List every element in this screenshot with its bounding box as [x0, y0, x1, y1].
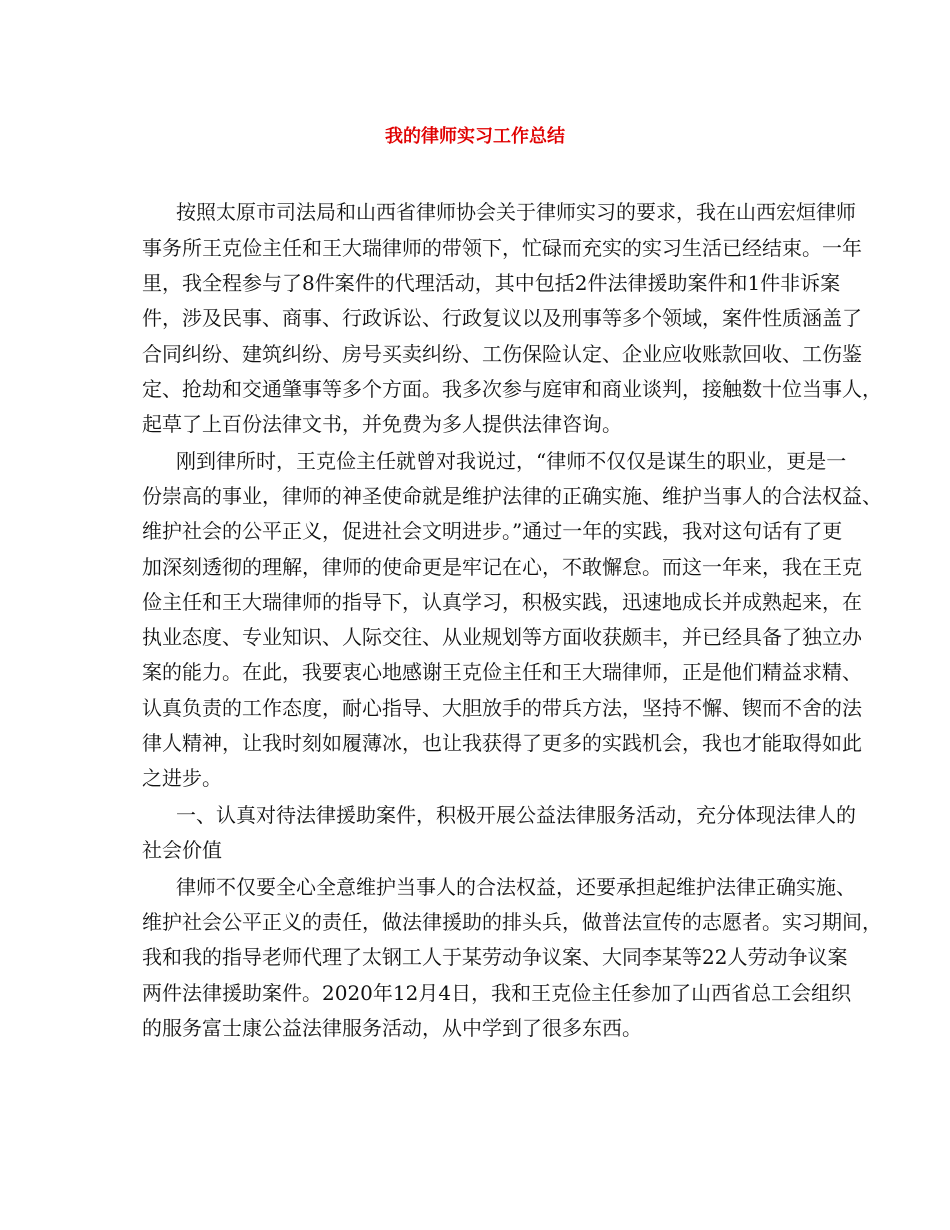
paragraph-line: 里，我全程参与了8件案件的代理活动，其中包括2件法律援助案件和1件非诉案 [142, 271, 841, 295]
paragraph-line: 执业态度、专业知识、人际交往、从业规划等方面收获颇丰，并已经具备了独立办 [142, 625, 862, 649]
document-title: 我的律师实习工作总结 [385, 126, 565, 147]
paragraph-line: 定、抢劫和交通肇事等多个方面。我多次参与庭审和商业谈判，接触数十位当事人， [142, 377, 882, 401]
paragraph-line: 合同纠纷、建筑纠纷、房号买卖纠纷、工伤保险认定、企业应收账款回收、工伤鉴 [142, 342, 862, 366]
paragraph-line: 按照太原市司法局和山西省律师协会关于律师实习的要求，我在山西宏烜律师 [176, 200, 856, 224]
paragraph-line: 加深刻透彻的理解，律师的使命更是牢记在心，不敢懈怠。而这一年来，我在王克 [142, 555, 862, 579]
section-heading-line: 一、认真对待法律援助案件，积极开展公益法律服务活动，充分体现法律人的 [176, 803, 856, 827]
paragraph-line: 案的能力。在此，我要衷心地感谢王克俭主任和王大瑞律师，正是他们精益求精、 [142, 660, 862, 684]
paragraph-line: 维护社会的公平正义，促进社会文明进步。”通过一年的实践，我对这句话有了更 [142, 519, 843, 543]
paragraph-line: 律师不仅要全心全意维护当事人的合法权益，还要承担起维护法律正确实施、 [176, 875, 856, 899]
paragraph-line: 我和我的指导老师代理了太钢工人于某劳动争议案、大同李某等22人劳动争议案 [142, 945, 848, 969]
paragraph-line: 律人精神，让我时刻如履薄冰，也让我获得了更多的实践机会，我也才能取得如此 [142, 731, 862, 755]
paragraph-line: 俭主任和王大瑞律师的指导下，认真学习，积极实践，迅速地成长并成熟起来，在 [142, 590, 862, 614]
paragraph-line: 份崇高的事业，律师的神圣使命就是维护法律的正确实施、维护当事人的合法权益、 [142, 484, 882, 508]
section-heading-line: 社会价值 [142, 838, 222, 862]
paragraph-line: 起草了上百份法律文书，并免费为多人提供法律咨询。 [142, 412, 622, 436]
paragraph-line: 维护社会公平正义的责任，做法律援助的排头兵，做普法宣传的志愿者。实习期间， [142, 910, 882, 934]
paragraph-line: 的服务富士康公益法律服务活动，从中学到了很多东西。 [142, 1016, 642, 1040]
paragraph-line: 之进步。 [142, 766, 222, 790]
paragraph-line: 刚到律所时，王克俭主任就曾对我说过，“律师不仅仅是谋生的职业，更是一 [176, 449, 847, 473]
paragraph-line: 事务所王克俭主任和王大瑞律师的带领下，忙碌而充实的实习生活已经结束。一年 [142, 236, 862, 260]
paragraph-line: 认真负责的工作态度，耐心指导、大胆放手的带兵方法，坚持不懈、锲而不舍的法 [142, 696, 862, 720]
paragraph-line: 两件法律援助案件。2020年12月4日，我和王克俭主任参加了山西省总工会组织 [142, 981, 852, 1005]
paragraph-line: 件，涉及民事、商事、行政诉讼、行政复议以及刑事等多个领域，案件性质涵盖了 [142, 306, 862, 330]
